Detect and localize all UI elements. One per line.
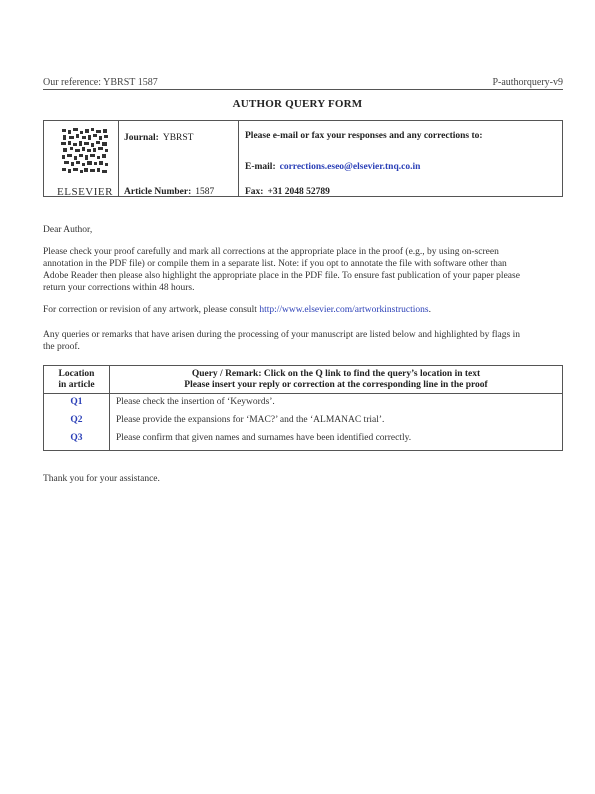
journal-label: Journal: [124, 133, 159, 143]
query-link-q1[interactable]: Q1 [70, 397, 83, 407]
fax-label: Fax: [245, 187, 264, 197]
query-table [43, 365, 563, 451]
divider [118, 121, 119, 196]
closing-line: Thank you for your assistance. [43, 474, 160, 484]
query-header-line: Please insert your reply or correction at the corresponding line in the proof [184, 380, 488, 390]
elsevier-wordmark: ELSEVIER [57, 186, 113, 198]
fax-value: +31 2048 52789 [267, 187, 330, 197]
query-text: Please provide the expansions for ‘MAC?’ and the ‘ALMANAC trial’. [116, 415, 385, 425]
query-column-header [110, 369, 562, 391]
journal-info-box [43, 120, 563, 197]
paragraph-line: Please check your proof carefully and mark all corrections at the appropriate place in the proof (e.g., by using on-screen [43, 247, 499, 257]
query-table-header [44, 366, 562, 394]
article-number-label: Article Number: [124, 187, 192, 197]
queries-paragraph [43, 329, 563, 353]
email-label: E-mail: [245, 162, 276, 172]
artwork-instructions-link[interactable]: http://www.elsevier.com/artworkinstructions [259, 305, 429, 315]
column-divider [109, 366, 110, 450]
elsevier-logo [52, 127, 118, 198]
paragraph-line: the proof. [43, 342, 80, 352]
journal-value: YBRST [162, 133, 194, 143]
contact-instruction: Please e-mail or fax your responses and any corrections to: [245, 131, 483, 141]
location-header-line: in article [58, 380, 95, 390]
query-version: P-authorquery-v9 [492, 77, 563, 88]
query-link-q2[interactable]: Q2 [70, 415, 83, 425]
location-column-header [44, 369, 109, 391]
query-header-line: Query / Remark: Click on the Q link to find the query’s location in text [191, 369, 481, 379]
paragraph-line: return your corrections within 48 hours. [43, 283, 195, 293]
artwork-period: . [428, 305, 432, 315]
artwork-text: For correction or revision of any artwork, please consult [43, 305, 257, 315]
query-text: Please confirm that given names and surnames have been identified correctly. [116, 433, 412, 443]
location-header-line: Location [58, 369, 95, 379]
our-reference: Our reference: YBRST 1587 [43, 77, 158, 88]
paragraph-line: Adobe Reader then please also highlight the appropriate place in the PDF file. To ensure fast publication of your paper please [43, 271, 520, 281]
elsevier-tree-icon [60, 127, 110, 177]
query-text: Please check the insertion of ‘Keywords’. [116, 397, 275, 407]
paragraph-line: annotation in the PDF file) or compile them in a separate list. Note: if you opt to annotate the file with software other than [43, 259, 507, 269]
divider [238, 121, 239, 196]
header-rule [43, 89, 563, 90]
journal-cell [124, 121, 236, 196]
artwork-paragraph [43, 304, 563, 316]
query-link-q3[interactable]: Q3 [70, 433, 83, 443]
greeting: Dear Author, [43, 225, 93, 235]
form-title: AUTHOR QUERY FORM [232, 98, 363, 110]
email-link[interactable]: corrections.eseo@elsevier.tnq.co.in [279, 162, 421, 172]
article-number-value: 1587 [195, 187, 215, 197]
paragraph-line: Any queries or remarks that have arisen during the processing of your manuscript are listed below and highlighted by flags in [43, 330, 520, 340]
contact-cell [245, 121, 561, 196]
instructions-paragraph [43, 246, 563, 294]
